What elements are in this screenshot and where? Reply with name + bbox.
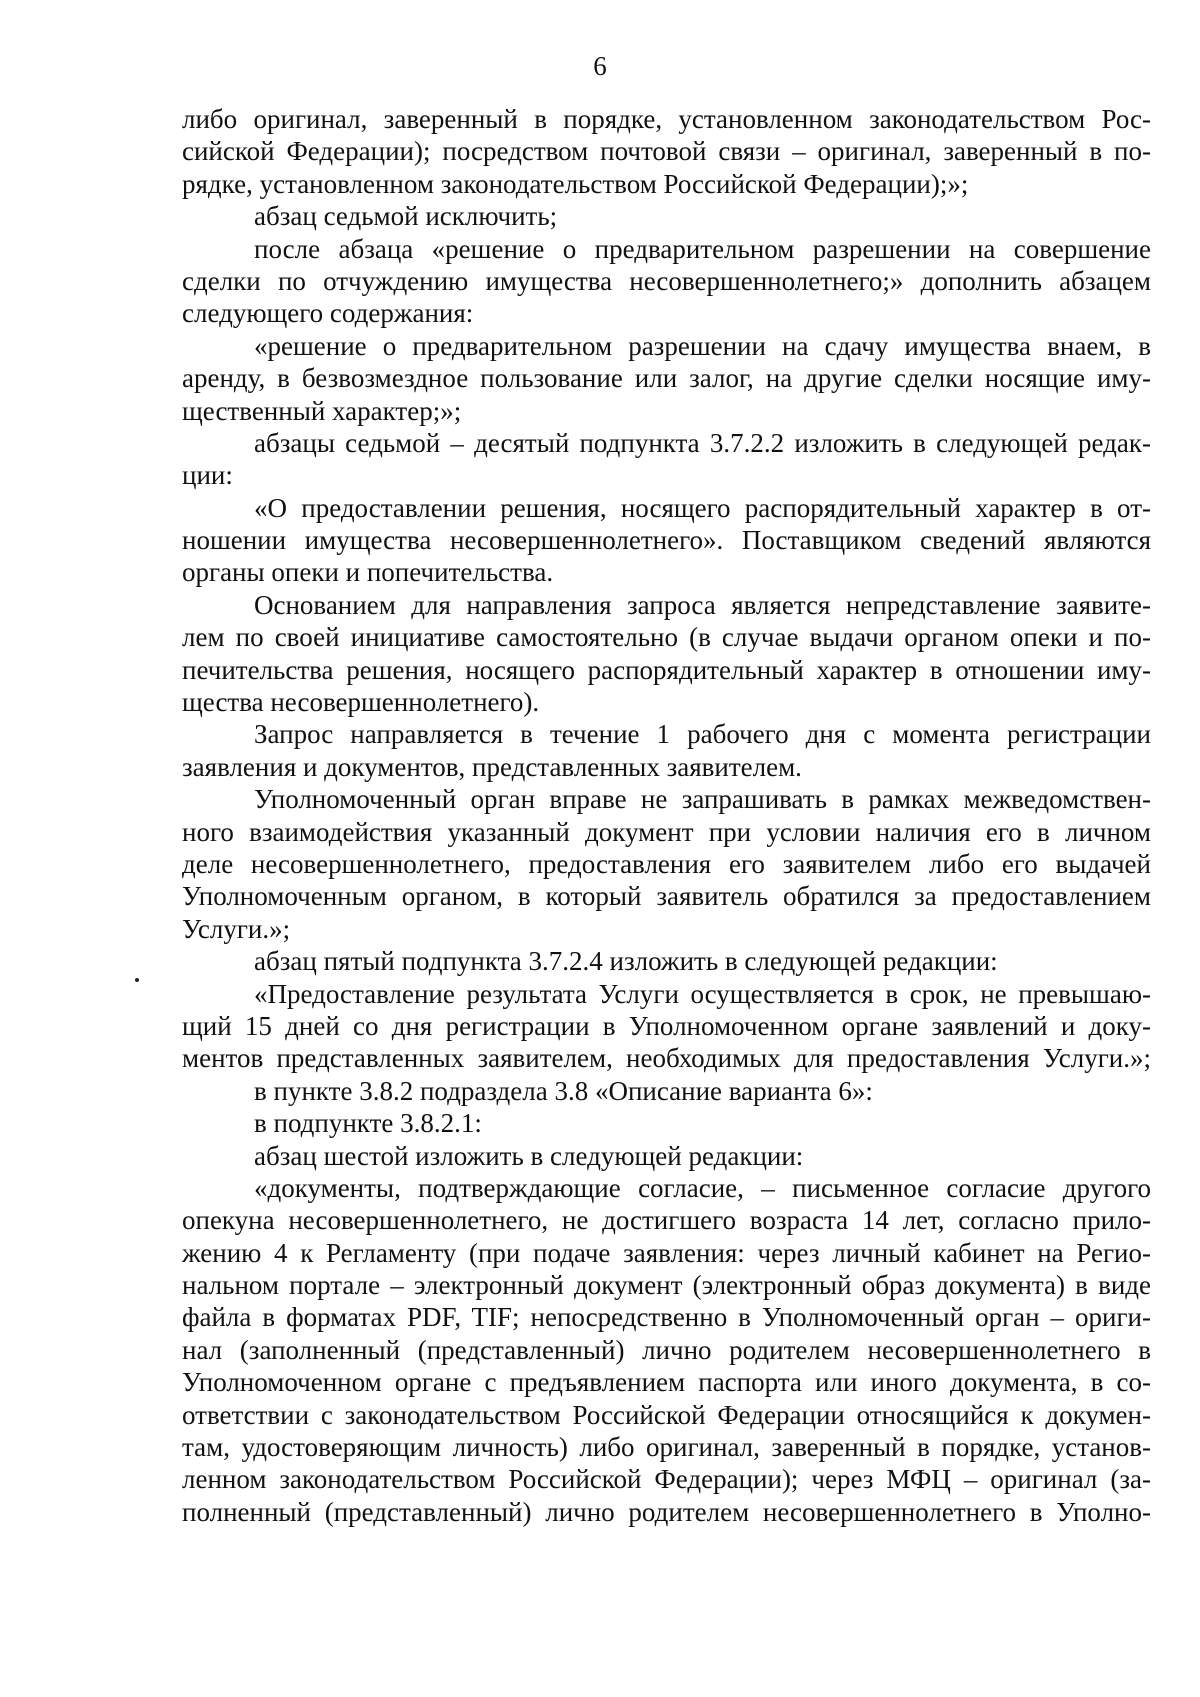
text-line: опекуна несовершеннолетнего, не достигшего возраста 14 лет, согласно прило- bbox=[182, 1205, 1151, 1236]
text-line: Уполномоченным органом, в который заявитель обратился за предоставлением bbox=[182, 881, 1151, 912]
text-line: следующего содержания: bbox=[182, 298, 474, 329]
text-line: файла в форматах PDF, TIF; непосредственно в Уполномоченный орган – ориги- bbox=[182, 1302, 1151, 1333]
text-line: «решение о предварительном разрешении на сдачу имущества внаем, в bbox=[254, 330, 1151, 361]
text-line: печительства решения, носящего распорядительный характер в отношении иму- bbox=[182, 654, 1151, 685]
text-line: абзац седьмой исключить; bbox=[254, 201, 558, 232]
text-line: полненный (представленный) лично родителем несовершеннолетнего в Уполно- bbox=[182, 1496, 1151, 1527]
text-line: ментов представленных заявителем, необходимых для предоставления Услуги.»; bbox=[182, 1043, 1151, 1074]
text-line: рядке, установленном законодательством Российской Федерации);»; bbox=[182, 168, 969, 199]
text-line: ции: bbox=[182, 460, 233, 491]
text-line: в подпункте 3.8.2.1: bbox=[254, 1108, 482, 1139]
text-line: в пункте 3.8.2 подраздела 3.8 «Описание варианта 6»: bbox=[254, 1075, 873, 1106]
page-number: 6 bbox=[593, 51, 607, 81]
text-line: «документы, подтверждающие согласие, – письменное согласие другого bbox=[254, 1172, 1151, 1203]
document-body bbox=[182, 103, 1151, 1528]
text-line: нальном портале – электронный документ (электронный образ документа) в виде bbox=[182, 1270, 1151, 1301]
text-line: заявления и документов, представленных заявителем. bbox=[182, 751, 802, 782]
text-line: Основанием для направления запроса является непредставление заявите- bbox=[254, 589, 1151, 620]
text-line: щества несовершеннолетнего). bbox=[182, 687, 540, 718]
text-line: Уполномоченном органе с предъявлением паспорта или иного документа, в со- bbox=[182, 1367, 1151, 1398]
text-line: «О предоставлении решения, носящего распорядительный характер в от- bbox=[254, 492, 1151, 523]
text-line: лем по своей инициативе самостоятельно (в случае выдачи органом опеки и по- bbox=[182, 622, 1151, 653]
text-line: сийской Федерации); посредством почтовой связи – оригинал, заверенный в по- bbox=[182, 136, 1151, 167]
text-line: ленном законодательством Российской Федерации); через МФЦ – оригинал (за- bbox=[182, 1464, 1151, 1495]
text-line: нал (заполненный (представленный) лично родителем несовершеннолетнего в bbox=[182, 1334, 1151, 1365]
text-line: ответствии с законодательством Российской Федерации относящийся к докумен- bbox=[182, 1399, 1151, 1430]
text-line: после абзаца «решение о предварительном разрешении на совершение bbox=[254, 233, 1151, 264]
text-line: органы опеки и попечительства. bbox=[182, 557, 554, 588]
margin-dot bbox=[135, 978, 139, 982]
text-line: сделки по отчуждению имущества несовершеннолетнего;» дополнить абзацем bbox=[182, 265, 1151, 296]
text-line: ного взаимодействия указанный документ при условии наличия его в личном bbox=[182, 816, 1151, 847]
text-line: Услуги.»; bbox=[182, 913, 291, 944]
text-line: аренду, в безвозмездное пользование или залог, на другие сделки носящие иму- bbox=[182, 363, 1151, 394]
text-line: Уполномоченный орган вправе не запрашивать в рамках межведомствен- bbox=[254, 784, 1151, 815]
text-line: ношении имущества несовершеннолетнего». Поставщиком сведений являются bbox=[182, 525, 1151, 556]
text-line: щий 15 дней со дня регистрации в Уполномоченном органе заявлений и доку- bbox=[182, 1010, 1151, 1041]
text-line: либо оригинал, заверенный в порядке, установленном законодательством Рос- bbox=[182, 104, 1151, 134]
text-line: щественный характер;»; bbox=[182, 395, 462, 426]
text-line: абзацы седьмой – десятый подпункта 3.7.2.2 изложить в следующей редак- bbox=[254, 427, 1151, 458]
text-line: Запрос направляется в течение 1 рабочего дня с момента регистрации bbox=[254, 719, 1151, 750]
text-line: жению 4 к Регламенту (при подаче заявления: через личный кабинет на Регио- bbox=[182, 1237, 1151, 1268]
text-line: там, удостоверяющим личность) либо оригинал, заверенный в порядке, установ- bbox=[182, 1432, 1151, 1463]
text-line: абзац пятый подпункта 3.7.2.4 изложить в следующей редакции: bbox=[254, 946, 998, 977]
text-line: «Предоставление результата Услуги осуществляется в срок, не превышаю- bbox=[254, 978, 1151, 1009]
text-line: деле несовершеннолетнего, предоставления его заявителем либо его выдачей bbox=[182, 848, 1151, 879]
text-line: абзац шестой изложить в следующей редакции: bbox=[254, 1140, 804, 1171]
